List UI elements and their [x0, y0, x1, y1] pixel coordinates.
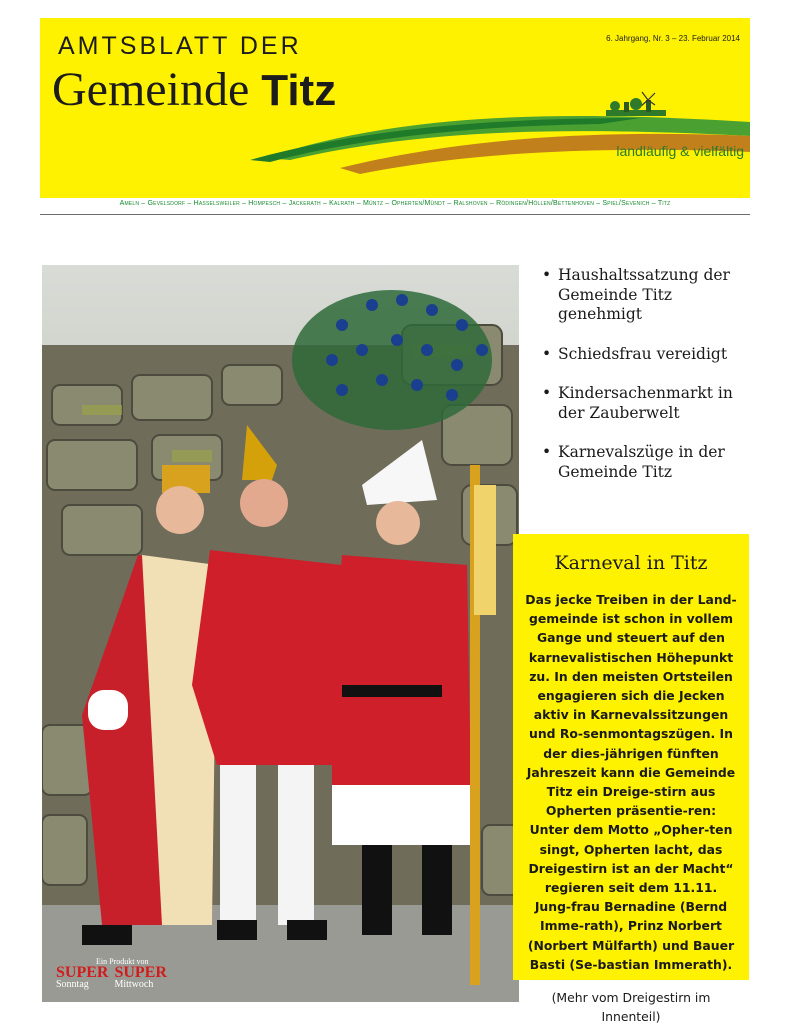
badge-mittwoch: Mittwoch [114, 979, 154, 990]
masthead-title [52, 62, 336, 117]
headline-item[interactable]: • Karnevalszüge in der Gemeinde Titz [540, 443, 760, 482]
village-list: Ameln – Gevelsdorf – Hasselsweiler – Hompesch – Jackerath – Kalrath – Müntz – Opherten/Mündt – Ralshoven – Rödingen/Höllen/Bettenhoven – Spiel/Sevenich – Titz [119, 200, 671, 207]
headline-item[interactable]: • Schiedsfrau vereidigt [540, 345, 760, 365]
badge-super-sonntag: SUPER [56, 964, 109, 981]
feature-more[interactable]: (Mehr vom Dreigestirn im Innenteil) [551, 990, 711, 1024]
feature-body: Das jecke Treiben in der Land-gemeinde ist schon in vollem Gange und steuert auf den karnevalistischen Höhepunkt zu. In den meisten Ortsteilen engagieren sich die Jecken aktiv in Karnevalssitzungen und Ro-senmontagszügen. In der dies-jährigen fünften Jahreszeit kann die Gemeinde Titz ein Dreige-stirn aus Opherten präsentie-ren: Unter dem Motto „Opher-ten singt, Opherten lacht, das Dreigestirn ist an der Macht“ regieren seit dem 11.11. Jung-frau Bernadine (Bernd Imme-rath), Prinz Norbert (Norbert Mülfarth) und Bauer Basti (Se-bastian Immerath). [525, 592, 737, 972]
publisher-badge [56, 957, 206, 990]
slogan: landläufig & vielfältig [616, 143, 744, 159]
photo-illustration [42, 265, 519, 1002]
masthead [40, 18, 750, 198]
masthead-title-bold: Titz [261, 66, 337, 115]
headline-item[interactable]: • Kindersachenmarkt in der Zauberwelt [540, 384, 760, 423]
badge-caption: Ein Produkt von [96, 957, 149, 966]
feature-box [513, 534, 749, 1024]
header-divider [40, 214, 750, 215]
badge-sonntag: Sonntag [56, 979, 89, 990]
headline-item[interactable]: • Haushaltssatzung der Gemeinde Titz genehmigt [540, 266, 760, 325]
badge-super-mittwoch: SUPER [114, 964, 167, 981]
headline-list [540, 266, 760, 502]
carnival-photo [42, 265, 519, 1002]
feature-title: Karneval in Titz [554, 552, 708, 574]
windmill-icon [606, 92, 666, 116]
masthead-title-small: AMTSBLATT DER [58, 32, 302, 60]
masthead-title-regular: Gemeinde [52, 63, 250, 116]
issue-info: 6. Jahrgang, Nr. 3 – 23. Februar 2014 [606, 34, 740, 43]
